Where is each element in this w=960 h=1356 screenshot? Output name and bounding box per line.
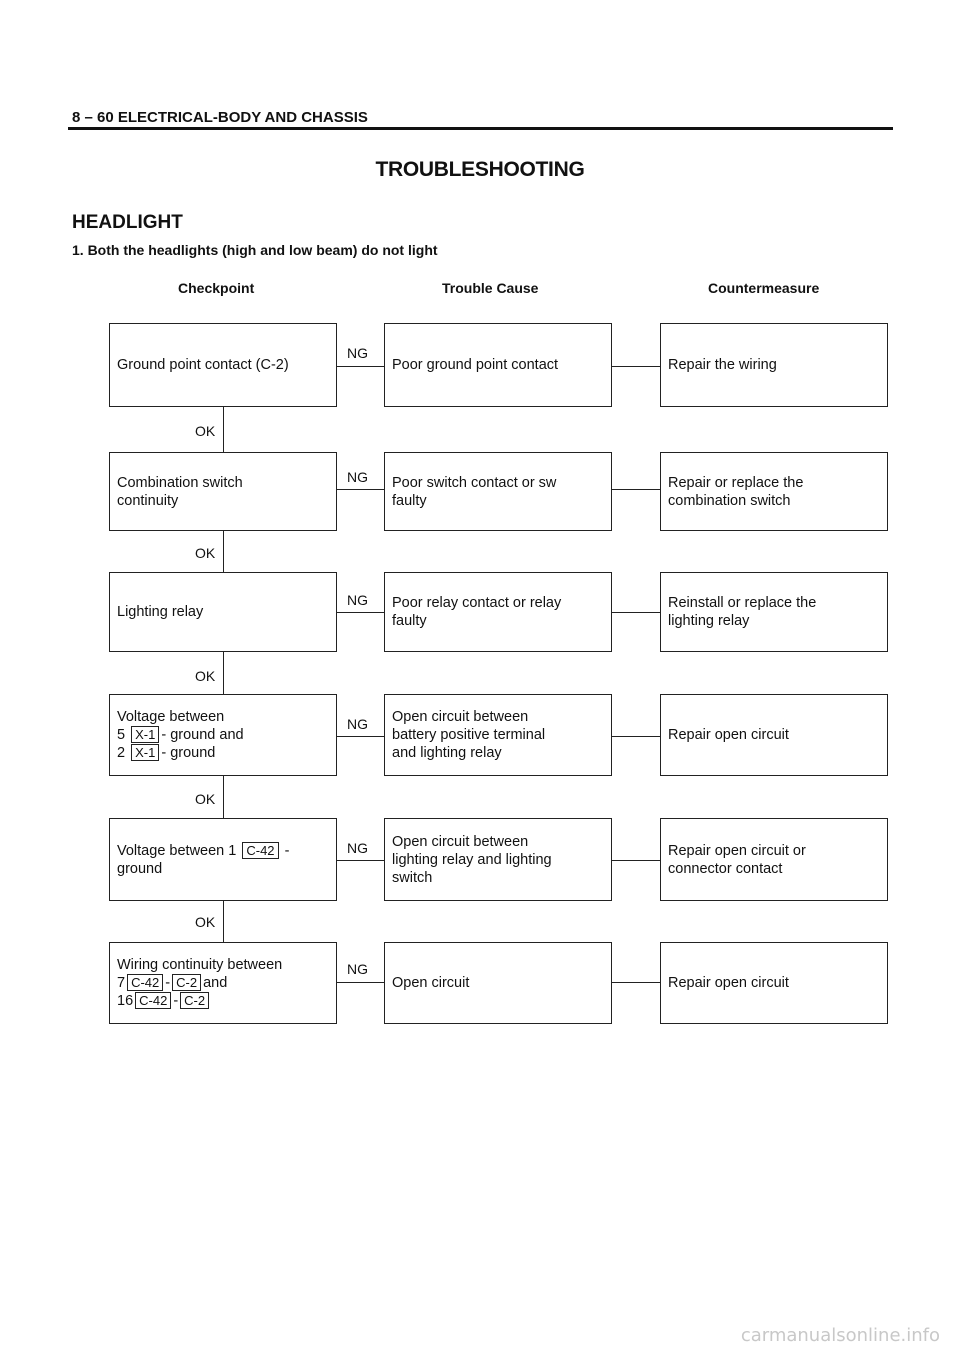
checkpoint-box: [109, 942, 337, 1024]
countermeasure-box: [660, 942, 888, 1024]
ok-connector: [223, 531, 224, 572]
cause-text: Open circuit between: [392, 833, 529, 850]
ng-connector: [337, 736, 384, 737]
cause-text: switch: [392, 869, 433, 886]
checkpoint-text: 16 C-42 - C-2: [117, 992, 282, 1010]
checkpoint-box: [109, 572, 337, 652]
ok-connector: [223, 652, 224, 694]
connector-line: [612, 860, 660, 861]
ok-label: OK: [195, 423, 216, 439]
ng-connector: [337, 489, 384, 490]
checkpoint-box: [109, 818, 337, 901]
countermeasure-text: lighting relay: [668, 613, 750, 629]
cause-text: Open circuit between: [392, 709, 529, 725]
cause-box: [384, 572, 612, 652]
ng-label: NG: [347, 961, 368, 977]
checkpoint-text: 2 X-1 - ground: [117, 745, 216, 761]
checkpoint-text: 5 X-1 - ground and: [117, 727, 244, 743]
countermeasure-text: Repair open circuit or: [668, 842, 806, 859]
ok-connector: [223, 776, 224, 818]
checkpoint-text: Voltage between 1 C-42 -: [117, 842, 290, 859]
connector-tag: C-42: [127, 974, 163, 991]
checkpoint-text: Lighting relay: [117, 604, 204, 620]
countermeasure-box: [660, 694, 888, 776]
connector-line: [612, 366, 660, 367]
checkpoint-box: [109, 694, 337, 776]
section-heading: HEADLIGHT: [72, 212, 183, 233]
checkpoint-text: Combination switch: [117, 474, 243, 491]
cause-text: battery positive terminal: [392, 727, 546, 743]
cause-box: [384, 694, 612, 776]
countermeasure-text: connector contact: [668, 860, 783, 877]
cause-text: Open circuit: [392, 975, 470, 991]
checkpoint-text: 7 C-42 - C-2 and: [117, 975, 228, 991]
ng-connector: [337, 366, 384, 367]
cause-box: [384, 452, 612, 531]
countermeasure-box: [660, 572, 888, 652]
connector-line: [612, 489, 660, 490]
header-rule: [68, 127, 893, 130]
problem-heading: 1. Both the headlights (high and low beam) do not light: [72, 242, 438, 258]
ng-label: NG: [347, 592, 368, 608]
countermeasure-box: [660, 818, 888, 901]
cause-text: faulty: [392, 492, 427, 509]
connector-line: [612, 736, 660, 737]
column-header-cause: Trouble Cause: [442, 280, 539, 296]
column-header-checkpoint: Checkpoint: [178, 280, 255, 296]
ok-connector: [223, 407, 224, 452]
checkpoint-text: Ground point contact (C-2): [117, 357, 289, 373]
ng-label: NG: [347, 345, 368, 361]
connector-tag: C-2: [180, 992, 209, 1009]
connector-tag: X-1: [131, 726, 159, 743]
countermeasure-box: [660, 323, 888, 407]
cause-text: faulty: [392, 613, 427, 629]
countermeasure-text: combination switch: [668, 492, 791, 509]
cause-box: [384, 818, 612, 901]
connector-line: [612, 612, 660, 613]
countermeasure-text: Repair or replace the: [668, 474, 804, 491]
ok-label: OK: [195, 791, 216, 807]
ok-label: OK: [195, 545, 216, 561]
cause-text: Poor switch contact or sw: [392, 474, 557, 491]
ok-label: OK: [195, 914, 216, 930]
watermark-text: carmanualsonline.info: [740, 1325, 940, 1346]
checkpoint-text: Wiring continuity between: [117, 957, 283, 973]
ok-connector: [223, 901, 224, 942]
countermeasure-text: Repair open circuit: [668, 727, 789, 743]
countermeasure-text: Repair open circuit: [668, 975, 789, 991]
countermeasure-box: [660, 452, 888, 531]
cause-text: lighting relay and lighting: [392, 851, 552, 868]
connector-tag: C-2: [172, 974, 201, 991]
ng-connector: [337, 982, 384, 983]
cause-text: Poor ground point contact: [392, 357, 559, 373]
checkpoint-text: ground: [117, 860, 163, 877]
checkpoint-text: Voltage between: [117, 709, 225, 725]
connector-tag: C-42: [135, 992, 171, 1009]
countermeasure-text: Repair the wiring: [668, 357, 777, 373]
cause-box: [384, 942, 612, 1024]
ng-connector: [337, 612, 384, 613]
ng-label: NG: [347, 469, 368, 485]
cause-box: [384, 323, 612, 407]
ng-label: NG: [347, 716, 368, 732]
checkpoint-text: continuity: [117, 492, 179, 509]
ng-label: NG: [347, 840, 368, 856]
column-header-countermeasure: Countermeasure: [708, 280, 820, 296]
connector-tag: X-1: [131, 744, 159, 761]
connector-line: [612, 982, 660, 983]
page-title: TROUBLESHOOTING: [375, 158, 585, 181]
cause-text: Poor relay contact or relay: [392, 595, 562, 611]
ok-label: OK: [195, 668, 216, 684]
checkpoint-box: [109, 452, 337, 531]
countermeasure-text: Reinstall or replace the: [668, 595, 817, 611]
connector-tag: C-42: [242, 842, 278, 859]
ng-connector: [337, 860, 384, 861]
checkpoint-box: [109, 323, 337, 407]
page-header: 8 – 60 ELECTRICAL-BODY AND CHASSIS: [72, 109, 368, 126]
cause-text: and lighting relay: [392, 745, 502, 761]
